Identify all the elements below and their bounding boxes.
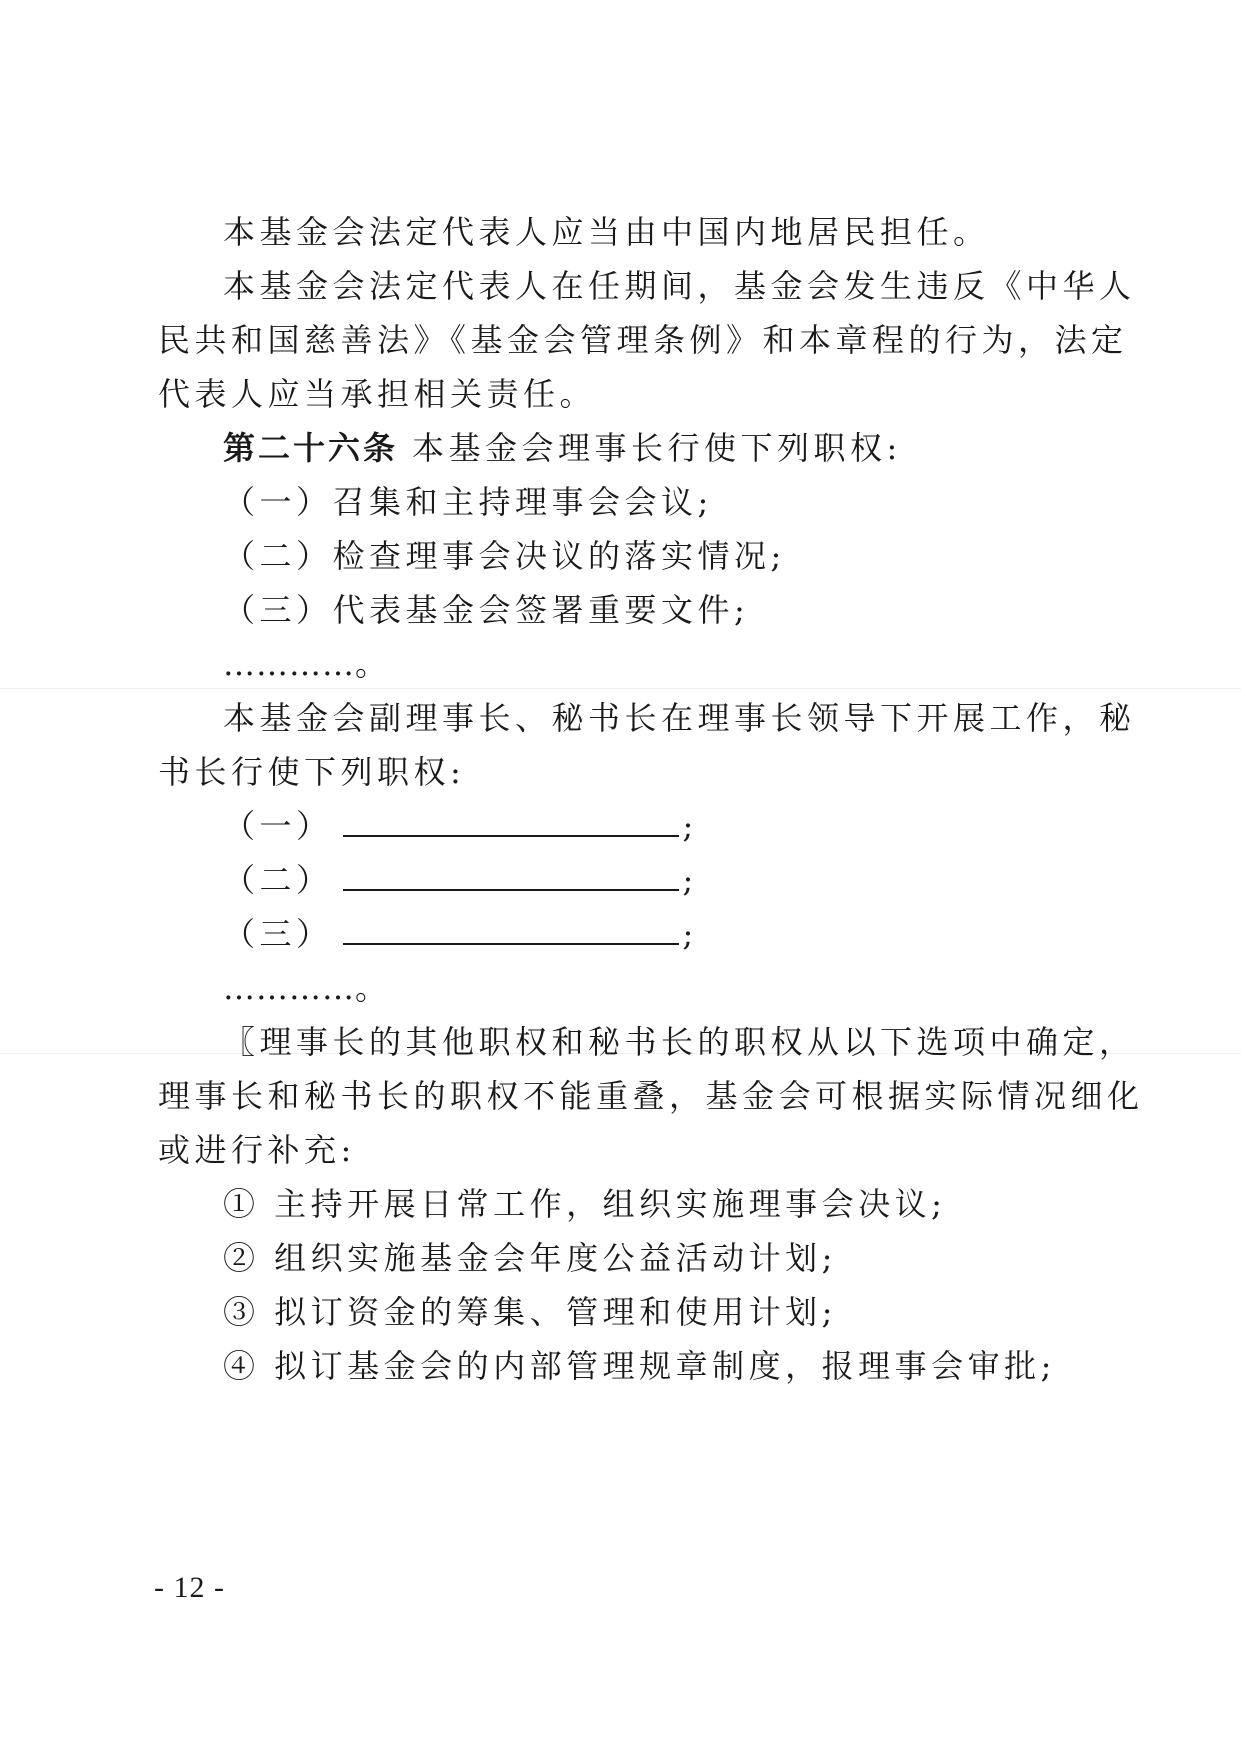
option-item: ② 组织实施基金会年度公益活动计划; <box>223 1239 837 1277</box>
ellipsis-line: …………。 <box>223 645 389 683</box>
item-prefix: （三） <box>223 915 333 953</box>
note-line: 〖理事长的其他职权和秘书长的职权从以下选项中确定， <box>223 1023 1136 1061</box>
fill-in-blank <box>343 863 679 891</box>
paragraph-line: 民共和国慈善法》《基金会管理条例》和本章程的行为，法定 <box>158 321 1128 359</box>
scan-artifact-line <box>0 688 1241 689</box>
page-number: - 12 - <box>154 1571 225 1604</box>
article-heading-text: 本基金会理事长行使下列职权: <box>412 429 902 467</box>
item-suffix: ; <box>682 915 698 953</box>
chairman-power-item: （一）召集和主持理事会会议; <box>223 483 713 521</box>
secretary-power-blank <box>223 860 698 900</box>
chairman-power-item: （二）检查理事会决议的落实情况; <box>223 537 786 575</box>
option-item: ④ 拟订基金会的内部管理规章制度，报理事会审批; <box>223 1347 1056 1385</box>
paragraph-line: 书长行使下列职权: <box>158 753 466 791</box>
paragraph-line: 本基金会副理事长、秘书长在理事长领导下开展工作，秘 <box>223 699 1136 737</box>
note-line: 或进行补充: <box>158 1131 356 1169</box>
item-suffix: ; <box>682 861 698 899</box>
ellipsis-line: …………。 <box>223 969 389 1007</box>
fill-in-blank <box>343 809 679 837</box>
secretary-power-blank <box>223 806 698 846</box>
fill-in-blank <box>343 917 679 945</box>
article-heading <box>223 428 902 468</box>
paragraph-line: 代表人应当承担相关责任。 <box>158 375 597 413</box>
option-item: ③ 拟订资金的筹集、管理和使用计划; <box>223 1293 837 1331</box>
paragraph-line: 本基金会法定代表人在任期间，基金会发生违反《中华人 <box>223 267 1136 305</box>
secretary-power-blank <box>223 914 698 954</box>
chairman-power-item: （三）代表基金会签署重要文件; <box>223 591 750 629</box>
item-prefix: （一） <box>223 807 333 845</box>
paragraph-line: 本基金会法定代表人应当由中国内地居民担任。 <box>223 213 990 251</box>
item-prefix: （二） <box>223 861 333 899</box>
item-suffix: ; <box>682 807 698 845</box>
note-line: 理事长和秘书长的职权不能重叠，基金会可根据实际情况细化 <box>158 1077 1144 1115</box>
article-number: 第二十六条 <box>223 429 399 467</box>
option-item: ① 主持开展日常工作，组织实施理事会决议; <box>223 1185 947 1223</box>
